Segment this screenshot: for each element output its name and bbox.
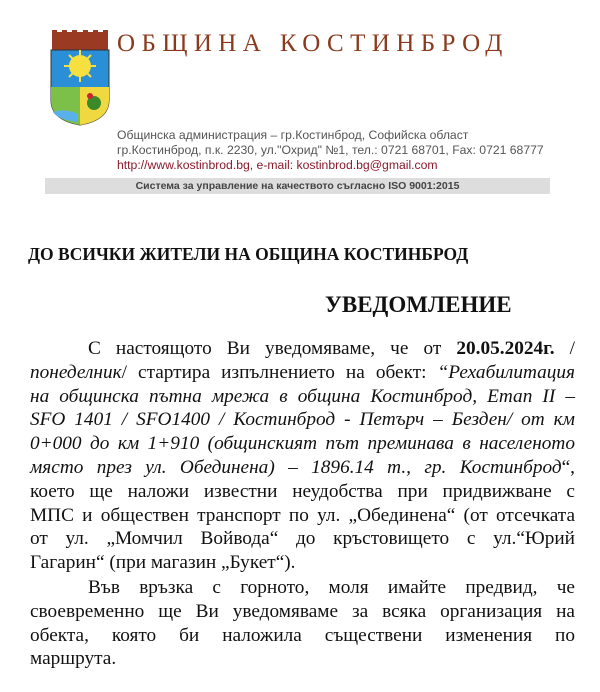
- text-line: [30, 527, 575, 551]
- text-segment: маршрута.: [30, 648, 117, 670]
- text-line: [30, 551, 575, 575]
- text-segment: което ще наложи известни неудобства при придвижване с: [30, 480, 575, 502]
- text-segment: “Рехабилитация: [437, 361, 575, 383]
- text-segment: обекта, която би наложила съществени изменения по: [30, 624, 575, 646]
- text-segment: на общинска пътна мрежа в община Костинброд, Етап II –: [30, 385, 575, 407]
- text-line: [30, 624, 575, 648]
- website-email-line[interactable]: http://www.kostinbrod.bg, e-mail: kostinbrod.bg@gmail.com: [117, 158, 438, 172]
- text-segment: 20.05.2024г.: [456, 338, 555, 359]
- paragraph-followup: [30, 576, 575, 671]
- document-heading: УВЕДОМЛЕНИЕ: [325, 292, 512, 317]
- text-line: [30, 504, 575, 528]
- addressee: ДО ВСИЧКИ ЖИТЕЛИ НА ОБЩИНА КОСТИНБРОД: [28, 244, 469, 264]
- address-line-1: Общинска администрация – гр.Костинброд, Софийска област: [117, 128, 469, 142]
- text-line: [30, 456, 575, 480]
- text-segment: от ул. „Момчил Войвода“ до кръстовището с ул.“Юрий: [30, 528, 575, 550]
- text-segment: Гагарин“ (при магазин „Букет“).: [30, 552, 296, 574]
- text-segment: МПС и обществен транспорт по ул. „Обединена“ (от отсечката: [30, 504, 575, 526]
- text-line: [30, 480, 575, 504]
- text-line: [30, 337, 575, 361]
- text-line: [30, 647, 575, 671]
- text-segment: SFO 1401 / SFO1400 / Костинброд - Петърч – Безден/ от км: [30, 409, 575, 431]
- text-segment: Във връзка с горното, моля имайте предвид, че: [88, 577, 575, 598]
- text-segment: /: [554, 338, 575, 359]
- text-line: [30, 576, 575, 600]
- paragraph-notice: [30, 337, 575, 575]
- text-line: [30, 408, 575, 432]
- text-line: [30, 361, 575, 385]
- text-segment: своевременно ще Ви уведомяваме за всяка организация на: [30, 600, 575, 622]
- text-line: [30, 600, 575, 624]
- text-segment: място през ул. Обединена) – 1896.14 т., гр. Костинброд: [30, 456, 562, 478]
- text-segment: / стартира изпълнението на обект:: [121, 361, 438, 383]
- text-line: [30, 432, 575, 456]
- address-line-2: гр.Костинброд, п.к. 2230, ул."Охрид" №1, тел.: 0721 68701, Fax: 0721 68777: [117, 143, 544, 157]
- iso-banner: Система за управление на качеството съгласно ISO 9001:2015: [45, 178, 550, 194]
- coat-of-arms-logo: [50, 30, 110, 126]
- text-line: [30, 385, 575, 409]
- text-segment: 0+000 до км 1+910 (общинският път преминава в населеното: [30, 433, 575, 455]
- text-segment: “,: [561, 456, 575, 478]
- municipality-title: ОБЩИНА КОСТИНБРОД: [117, 30, 509, 57]
- text-segment: понеделник: [30, 361, 122, 383]
- text-segment: С настоящото Ви уведомяваме, че от: [88, 338, 457, 359]
